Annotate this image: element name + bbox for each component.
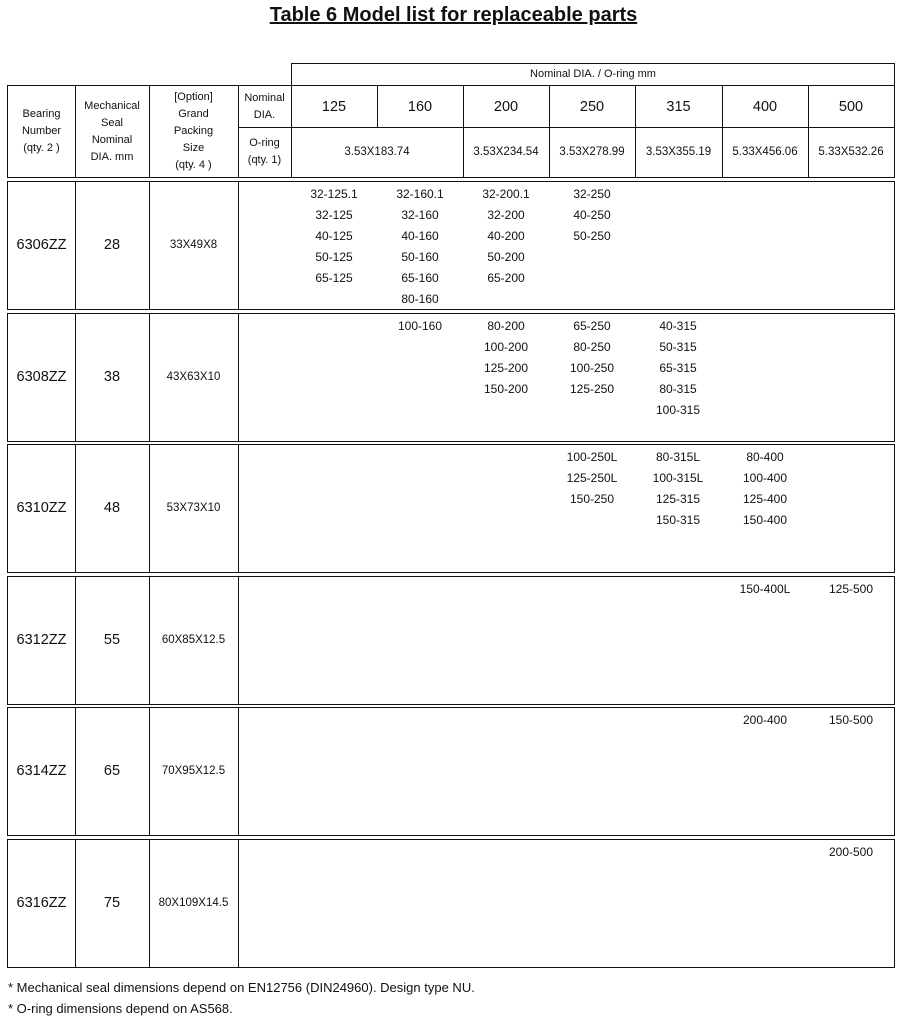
packing-size: 60X85X12.5 — [161, 634, 226, 646]
model-item: 125-315 — [655, 492, 701, 506]
bearing-number: 6312ZZ — [16, 632, 67, 648]
model-item: 150-200 — [483, 382, 529, 396]
packing-size: 43X63X10 — [166, 371, 221, 383]
seal-dia: 38 — [103, 369, 121, 385]
packing-size: 70X95X12.5 — [161, 765, 226, 777]
header-group-label: Nominal DIA. / O-ring mm — [530, 68, 656, 80]
model-item: 32-125.1 — [310, 187, 358, 201]
model-list — [808, 579, 894, 600]
model-list — [549, 184, 635, 247]
model-item: 150-250 — [569, 492, 615, 506]
model-item: 100-400 — [742, 471, 788, 485]
model-list — [635, 316, 721, 421]
dia-315: 315 — [666, 98, 691, 115]
model-item: 65-250 — [573, 319, 611, 333]
model-list — [377, 184, 463, 310]
nominal-dia-label: Nominal DIA. — [244, 91, 285, 121]
seal-dia: 65 — [103, 763, 121, 779]
model-item: 125-250 — [569, 382, 615, 396]
seal-dia: 55 — [103, 632, 121, 648]
note-mechanical-seal: * Mechanical seal dimensions depend on EN12756 (DIN24960). Design type NU. — [8, 980, 475, 995]
oring-label: O-ring (qty. 1) — [247, 137, 282, 166]
table-row — [7, 181, 895, 310]
model-item: 40-125 — [315, 229, 353, 243]
model-item: 50-125 — [315, 250, 353, 264]
model-list — [722, 579, 808, 600]
model-list — [463, 184, 549, 289]
table-row — [7, 444, 895, 573]
model-item: 80-250 — [573, 340, 611, 354]
oring-200: 3.53X234.54 — [473, 146, 539, 158]
oring-400: 5.33X456.06 — [732, 146, 798, 158]
model-item: 200-400 — [742, 713, 788, 727]
model-item: 100-160 — [397, 319, 443, 333]
seal-dia: 28 — [103, 237, 121, 253]
dia-200: 200 — [493, 98, 519, 115]
model-item: 150-400L — [739, 582, 791, 596]
model-item: 50-160 — [401, 250, 439, 264]
seal-dia: 48 — [103, 500, 121, 516]
model-item: 50-250 — [573, 229, 611, 243]
model-item: 80-160 — [401, 292, 439, 306]
table-row — [7, 313, 895, 442]
model-item: 125-250L — [566, 471, 618, 485]
model-item: 100-200 — [483, 340, 529, 354]
model-list — [549, 316, 635, 400]
model-item: 32-250 — [573, 187, 611, 201]
model-item: 40-315 — [659, 319, 697, 333]
seal-dia: 75 — [103, 895, 121, 911]
model-list — [377, 316, 463, 337]
model-item: 100-250L — [566, 450, 618, 464]
dia-160: 160 — [407, 98, 433, 115]
model-item: 80-315 — [659, 382, 697, 396]
dia-125: 125 — [321, 98, 347, 115]
dia-250: 250 — [579, 98, 605, 115]
model-list — [808, 710, 894, 731]
packing-size: 53X73X10 — [166, 502, 221, 514]
model-list — [722, 447, 808, 531]
model-item: 80-400 — [746, 450, 784, 464]
model-item: 40-250 — [573, 208, 611, 222]
model-list — [808, 842, 894, 863]
model-item: 65-315 — [659, 361, 697, 375]
model-item: 80-200 — [487, 319, 525, 333]
seal-dia-header: Mechanical Seal Nominal DIA. mm — [84, 99, 140, 163]
model-item: 100-250 — [569, 361, 615, 375]
table-row — [7, 707, 895, 836]
note-oring: * O-ring dimensions depend on AS568. — [8, 1001, 233, 1016]
oring-125-160: 3.53X183.74 — [344, 146, 410, 158]
model-list — [291, 184, 377, 289]
bearing-number-header: Bearing Number (qty. 2 ) — [21, 108, 62, 154]
packing-size: 33X49X8 — [169, 239, 218, 251]
header-box — [7, 85, 895, 178]
model-item: 32-125 — [315, 208, 353, 222]
packing-size: 80X109X14.5 — [158, 897, 229, 909]
model-item: 200-500 — [828, 845, 874, 859]
bearing-number: 6308ZZ — [16, 369, 67, 385]
model-item: 150-400 — [742, 513, 788, 527]
dia-400: 400 — [752, 98, 778, 115]
bearing-number: 6314ZZ — [16, 763, 67, 779]
oring-315: 3.53X355.19 — [645, 146, 712, 158]
packing-size-header: [Option] Grand Packing Size (qty. 4 ) — [173, 91, 214, 171]
model-list — [722, 710, 808, 731]
header-group-box — [291, 63, 895, 86]
dia-500: 500 — [838, 98, 864, 115]
model-item: 32-160 — [401, 208, 439, 222]
model-item: 125-500 — [828, 582, 874, 596]
model-item: 125-200 — [483, 361, 529, 375]
model-item: 100-315L — [652, 471, 704, 485]
model-list — [549, 447, 635, 510]
model-item: 32-200 — [487, 208, 525, 222]
model-item: 65-125 — [315, 271, 353, 285]
model-item: 40-200 — [487, 229, 525, 243]
oring-250: 3.53X278.99 — [559, 146, 625, 158]
model-item: 32-200.1 — [482, 187, 530, 201]
model-item: 50-200 — [487, 250, 525, 264]
oring-500: 5.33X532.26 — [818, 146, 884, 158]
bearing-number: 6310ZZ — [16, 500, 67, 516]
bearing-number: 6316ZZ — [16, 895, 67, 911]
model-item: 65-160 — [401, 271, 439, 285]
model-list — [463, 316, 549, 400]
model-item: 80-315L — [655, 450, 701, 464]
model-item: 100-315 — [655, 403, 701, 417]
model-item: 150-500 — [828, 713, 874, 727]
table-row — [7, 839, 895, 968]
model-item: 32-160.1 — [396, 187, 444, 201]
bearing-number: 6306ZZ — [16, 237, 67, 253]
model-item: 150-315 — [655, 513, 701, 527]
table-row — [7, 576, 895, 705]
model-item: 40-160 — [401, 229, 439, 243]
model-item: 65-200 — [487, 271, 525, 285]
model-item: 125-400 — [742, 492, 788, 506]
model-list — [635, 447, 721, 531]
model-item: 50-315 — [659, 340, 697, 354]
page-title: Table 6 Model list for replaceable parts — [269, 4, 638, 26]
